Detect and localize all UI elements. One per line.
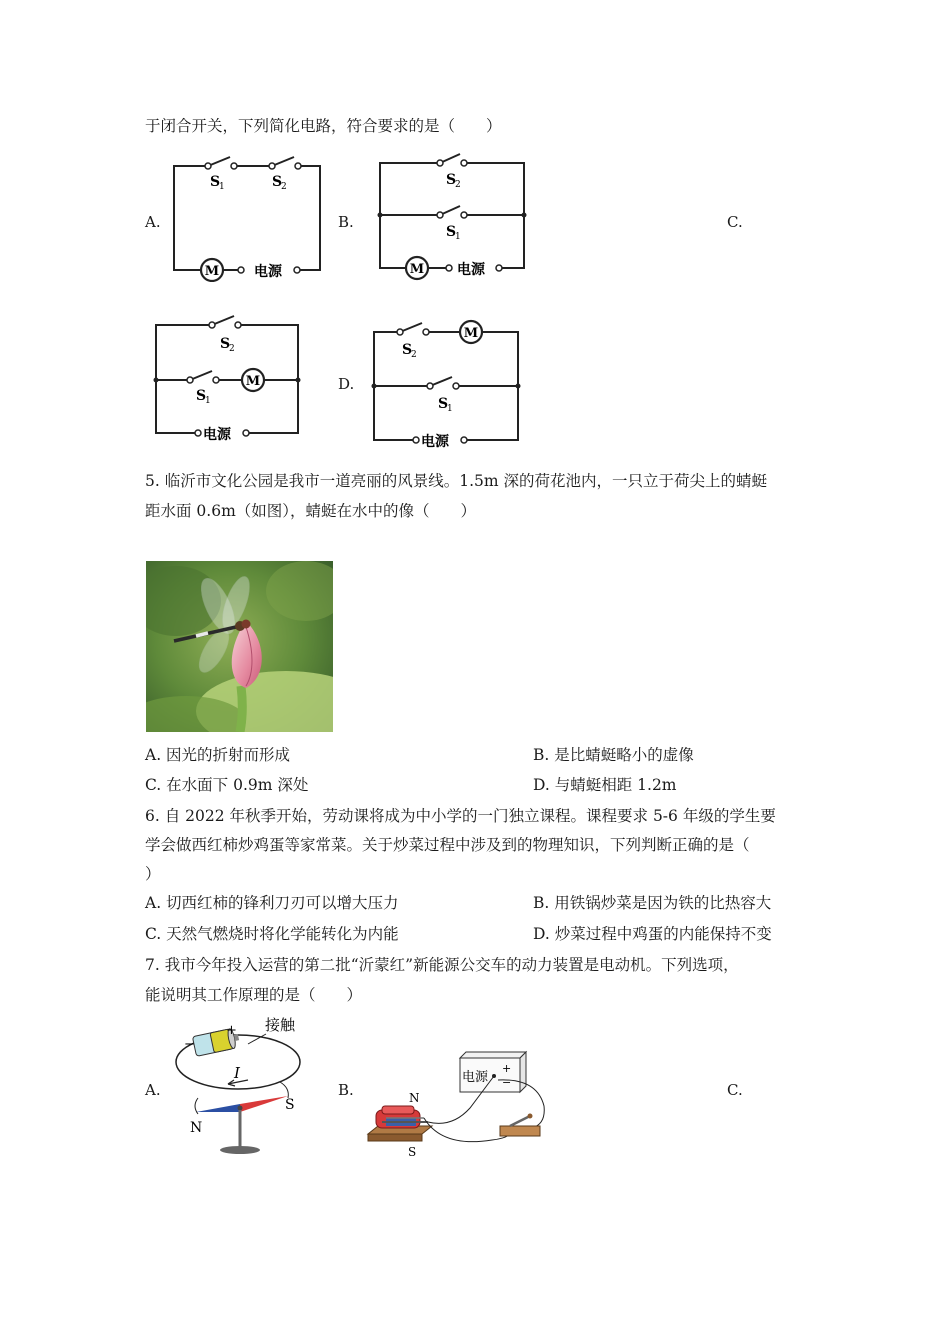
q6-option-d: D. 炒菜过程中鸡蛋的内能保持不变 (533, 925, 772, 943)
switch-s2-sub-a: 2 (281, 182, 287, 192)
q5-stem-line2: 距水面 0.6m（如图），蜻蜓在水中的像（ ） (145, 502, 477, 520)
switch-s1-label-a: S (210, 174, 221, 190)
q5-option-a: A. 因光的折射而形成 (145, 746, 291, 764)
switch-s2-sub-c: 2 (229, 344, 235, 354)
switch-s1-label-b: S (446, 224, 457, 240)
motor-label-c: M (245, 374, 261, 389)
q5-option-b: B. 是比蜻蜓略小的虚像 (533, 746, 694, 764)
q7-stem-line2: 能说明其工作原理的是（ ） (145, 986, 363, 1004)
q7-stem-line1: 7. 我市今年投入运营的第二批“沂蒙红”新能源公交车的动力装置是电动机。下列选项， (145, 956, 739, 974)
q7-option-b-label: B. (338, 1081, 354, 1099)
magnet-north-label: N (409, 1091, 420, 1105)
q7-option-a-label: A. (145, 1081, 161, 1099)
circuit-diagram-d (368, 312, 528, 450)
switch-s2-sub-b: 2 (455, 180, 461, 190)
motor-label-b: M (409, 262, 425, 277)
switch-s2-label-c: S (220, 336, 231, 352)
q5-option-c: C. 在水面下 0.9m 深处 (145, 776, 309, 794)
q5-stem-line1: 5. 临沂市文化公园是我市一道亮丽的风景线。1.5m 深的荷花池内，一只立于荷尖上的蜻蜓 (145, 472, 767, 490)
q6-stem-line3: ） (145, 865, 161, 883)
source-label-a: 电源 (254, 264, 282, 280)
source-label-c: 电源 (203, 427, 231, 443)
q6-option-c: C. 天然气燃烧时将化学能转化为内能 (145, 925, 399, 943)
motor-label-a: M (204, 264, 220, 279)
q4-stem-tail: 于闭合开关，下列简化电路，符合要求的是（ ） (145, 117, 502, 135)
circuit-diagram-c (150, 312, 310, 444)
q6-option-a: A. 切西红柿的锋利刀刃可以增大压力 (145, 894, 399, 912)
power-supply-label: 电源 (462, 1070, 489, 1085)
q7-option-c-label: C. (727, 1081, 743, 1099)
q6-stem-line2: 学会做西红柿炒鸡蛋等家常菜。关于炒菜过程中涉及到的物理知识，下列判断正确的是（ (145, 836, 750, 854)
circuit-diagram-a (168, 150, 328, 282)
switch-s2-label-b: S (446, 172, 457, 188)
needle-south-label: S (285, 1097, 295, 1113)
switch-s2-sub-d: 2 (411, 350, 417, 360)
dragonfly-lotus-photo (146, 561, 333, 732)
contact-label: 接触 (265, 1016, 296, 1034)
battery-plus-label: + (226, 1023, 237, 1038)
motor-principle-figure (362, 1048, 552, 1160)
q4-option-c-label: C. (727, 213, 743, 231)
supply-minus-label: − (502, 1076, 512, 1089)
battery-minus-label: − (184, 1037, 195, 1052)
switch-s1-label-c: S (196, 388, 207, 404)
oersted-experiment-figure (168, 1012, 308, 1160)
needle-north-label: N (190, 1120, 203, 1136)
q5-option-d: D. 与蜻蜓相距 1.2m (533, 776, 677, 794)
motor-label-d: M (463, 326, 479, 341)
q6-option-b: B. 用铁锅炒菜是因为铁的比热容大 (533, 894, 772, 912)
q4-option-a-label: A. (145, 213, 161, 231)
switch-s1-label-d: S (438, 396, 449, 412)
q4-option-b-label: B. (338, 213, 354, 231)
current-label: I (234, 1064, 240, 1082)
magnet-south-label: S (408, 1145, 417, 1159)
source-label-b: 电源 (457, 262, 485, 278)
q6-stem-line1: 6. 自 2022 年秋季开始，劳动课将成为中小学的一门独立课程。课程要求 5-6 年级的学生要 (145, 807, 776, 825)
supply-plus-label: + (502, 1062, 512, 1075)
source-label-d: 电源 (421, 434, 449, 450)
switch-s1-sub-c: 1 (205, 396, 211, 406)
circuit-diagram-b (374, 150, 534, 282)
switch-s2-label-a: S (272, 174, 283, 190)
switch-s1-sub-a: 1 (219, 182, 225, 192)
switch-s2-label-d: S (402, 342, 413, 358)
switch-s1-sub-d: 1 (447, 404, 453, 414)
q4-option-d-label: D. (338, 375, 355, 393)
switch-s1-sub-b: 1 (455, 232, 461, 242)
